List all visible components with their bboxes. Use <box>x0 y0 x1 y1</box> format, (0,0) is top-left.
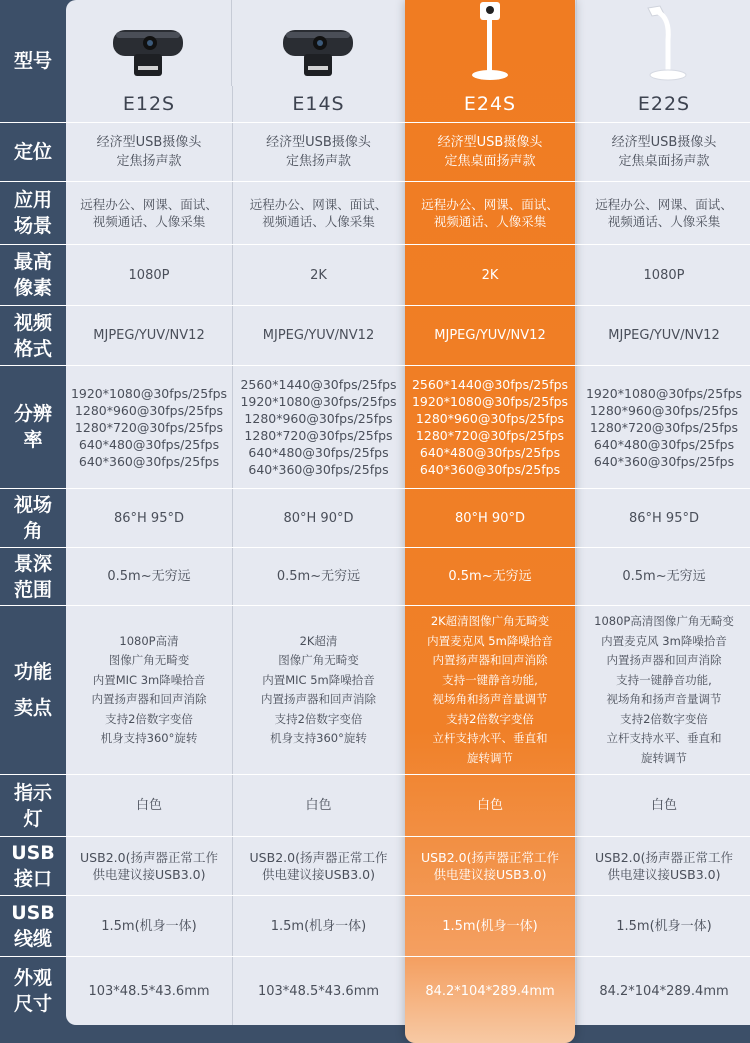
cell-value: 1.5m(机身一体) <box>442 918 538 934</box>
row-pixels <box>0 245 750 306</box>
cell-value: MJPEG/YUV/NV12 <box>66 306 233 365</box>
cell-value: 1.5m(机身一体) <box>270 918 367 934</box>
row-format <box>0 306 750 366</box>
webcam-icon <box>110 24 188 82</box>
cell-value: 远程办公、网课、面试、 视频通话、人像采集 <box>249 197 388 229</box>
cell-value: 白色 <box>476 798 503 813</box>
cell-value: USB2.0(扬声器正常工作 供电建议接USB3.0) <box>421 850 559 882</box>
cell-value: 白色 <box>576 775 750 836</box>
cell-value: 1.5m(机身一体) <box>576 896 750 956</box>
product-image-row <box>0 0 750 86</box>
cell-value: 1080P <box>576 245 750 305</box>
cell-value: 白色 <box>305 798 332 813</box>
row-label: 定位 <box>13 141 52 163</box>
cell-value: USB2.0(扬声器正常工作 供电建议接USB3.0) <box>249 850 388 882</box>
row-label: USB 线缆 <box>11 902 55 950</box>
cell-value: 2K <box>310 267 327 283</box>
cell-value: 80°H 90°D <box>283 510 354 526</box>
cell-value: MJPEG/YUV/NV12 <box>576 306 750 365</box>
row-dof <box>0 548 750 606</box>
row-scenario <box>0 182 750 245</box>
product-image-e22s <box>576 0 750 86</box>
row-label: 指示 灯 <box>13 781 52 830</box>
cell-value: MJPEG/YUV/NV12 <box>262 328 375 343</box>
cell-value: 80°H 90°D <box>454 510 525 526</box>
row-label-model: 型号 <box>13 50 52 72</box>
model-name-row <box>0 86 750 123</box>
cell-value: 1920*1080@30fps/25fps 1280*960@30fps/25fps 1280*720@30fps/25fps 640*480@30fps/25fps 640*360@30fps/25fps <box>66 366 233 488</box>
model-name: E22S <box>576 86 750 122</box>
row-size <box>0 957 750 1025</box>
cell-value: 1080P高清 图像广角无畸变 内置MIC 3m降噪拾音 内置扬声器和回声消除 支持2倍数字变倍 机身支持360°旋转 <box>66 606 233 774</box>
product-image-e24s <box>405 0 575 86</box>
cell-value: 白色 <box>66 775 233 836</box>
cell-value: 远程办公、网课、面试、 视频通话、人像采集 <box>66 182 233 244</box>
row-features <box>0 606 750 775</box>
row-usb-port <box>0 837 750 896</box>
cell-value: USB2.0(扬声器正常工作 供电建议接USB3.0) <box>576 837 750 895</box>
cell-value: 经济型USB摄像头 定焦桌面扬声款 <box>576 123 750 181</box>
desk-stand-camera-icon <box>465 0 515 82</box>
row-label: 景深 范围 <box>13 552 52 601</box>
row-resolution <box>0 366 750 489</box>
cell-value: 2K超清图像广角无畸变 内置麦克风 5m降噪拾音 内置扬声器和回声消除 支持一键静音功能, 视场角和扬声音量调节 支持2倍数字变倍 立杆支持水平、垂直和 旋转调节 <box>427 614 553 765</box>
cell-value: 远程办公、网课、面试、 视频通话、人像采集 <box>421 197 559 229</box>
cell-value: 经济型USB摄像头 定焦扬声款 <box>66 123 233 181</box>
cell-value: 0.5m~无穷远 <box>66 548 233 605</box>
row-positioning <box>0 123 750 182</box>
webcam-icon <box>280 24 358 82</box>
row-label: 分辨 率 <box>13 403 52 451</box>
desk-stand-camera-icon <box>634 0 694 82</box>
cell-value: 经济型USB摄像头 定焦扬声款 <box>266 135 371 169</box>
row-fov <box>0 489 750 548</box>
row-label: 视场 角 <box>13 494 52 542</box>
cell-value: 2K <box>481 267 499 283</box>
cell-value: 1080P <box>66 245 233 305</box>
cell-value: 84.2*104*289.4mm <box>576 957 750 1025</box>
cell-value: MJPEG/YUV/NV12 <box>434 328 546 343</box>
cell-value: 86°H 95°D <box>66 489 233 547</box>
row-label: USB 接口 <box>11 842 55 890</box>
product-image-e14s <box>233 0 404 86</box>
product-image-e12s <box>66 0 232 86</box>
cell-value: 1.5m(机身一体) <box>66 896 233 956</box>
cell-value: 86°H 95°D <box>576 489 750 547</box>
model-name: E24S <box>463 92 517 115</box>
row-label: 最高 像素 <box>13 251 52 299</box>
cell-value: 103*48.5*43.6mm <box>66 957 233 1025</box>
cell-value: 0.5m~无穷远 <box>448 569 532 584</box>
cell-value: 84.2*104*289.4mm <box>425 983 555 999</box>
cell-value: 1920*1080@30fps/25fps 1280*960@30fps/25fps 1280*720@30fps/25fps 640*480@30fps/25fps 640*360@30fps/25fps <box>576 366 750 488</box>
cell-value: 远程办公、网课、面试、 视频通话、人像采集 <box>576 182 750 244</box>
cell-value: 0.5m~无穷远 <box>276 569 361 584</box>
cell-value: 2K超清 图像广角无畸变 内置MIC 5m降噪拾音 内置扬声器和回声消除 支持2倍数字变倍 机身支持360°旋转 <box>261 633 376 745</box>
cell-value: 103*48.5*43.6mm <box>257 983 380 999</box>
model-name: E14S <box>292 92 345 115</box>
row-label: 应用 场景 <box>13 189 52 237</box>
cell-value: 1080P高清图像广角无畸变 内置麦克风 3m降噪拾音 内置扬声器和回声消除 支持一键静音功能, 视场角和扬声音量调节 支持2倍数字变倍 立杆支持水平、垂直和 旋转调节 <box>576 606 750 774</box>
row-label: 视频 格式 <box>13 311 52 360</box>
cell-value: USB2.0(扬声器正常工作 供电建议接USB3.0) <box>66 837 233 895</box>
cell-value: 2560*1440@30fps/25fps 1920*1080@30fps/25fps 1280*960@30fps/25fps 1280*720@30fps/25fps 640*480@30fps/25fps 640*360@30fps/25fps <box>411 377 569 477</box>
cell-value: 2560*1440@30fps/25fps 1920*1080@30fps/25fps 1280*960@30fps/25fps 1280*720@30fps/25fps 640*480@30fps/25fps 640*360@30fps/25fps <box>240 377 397 477</box>
cell-value: 0.5m~无穷远 <box>576 548 750 605</box>
cell-value: 经济型USB摄像头 定焦桌面扬声款 <box>437 135 543 169</box>
row-label: 外观 尺寸 <box>13 967 52 1015</box>
model-name: E12S <box>66 86 233 122</box>
row-indicator <box>0 775 750 837</box>
row-label: 功能 卖点 <box>13 661 52 719</box>
row-usb-cable <box>0 896 750 957</box>
